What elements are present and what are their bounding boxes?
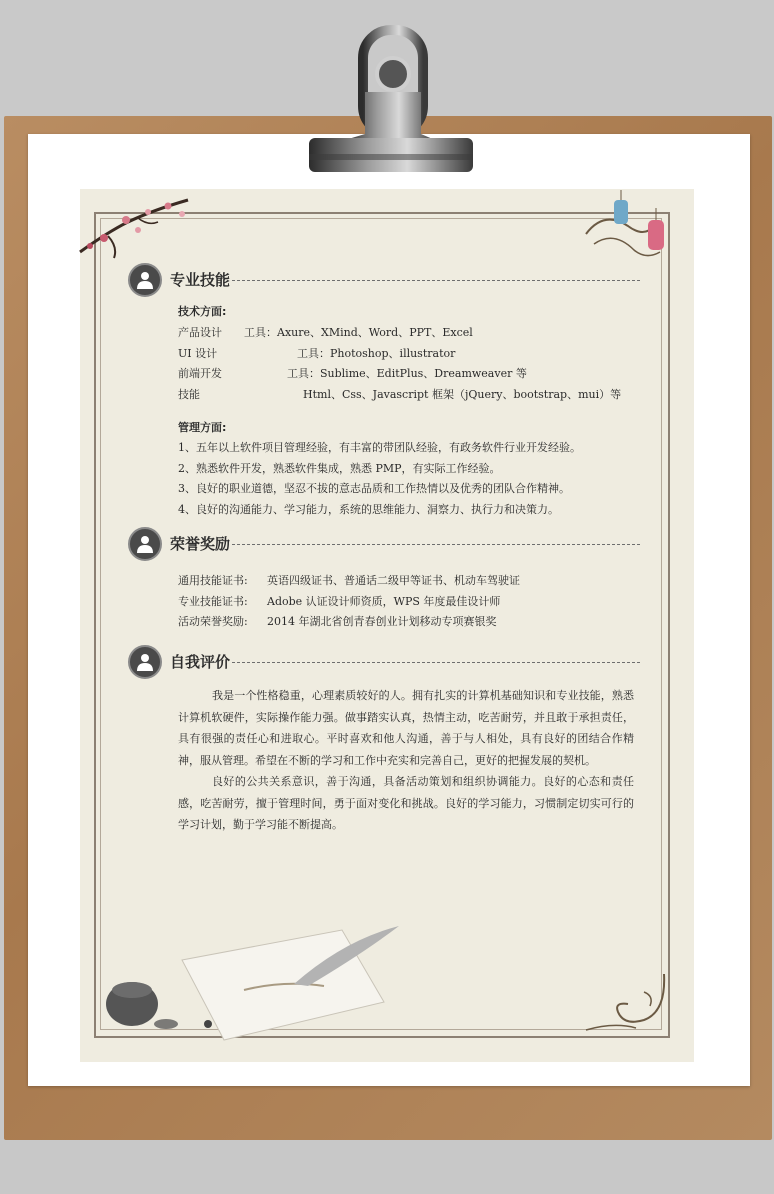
mgmt-item: 1、五年以上软件项目管理经验，有丰富的带团队经验，有政务软件行业开发经验。 — [178, 441, 581, 454]
honor-value: 2014 年湖北省创青春创业计划移动专项赛银奖 — [267, 615, 497, 628]
honor-value: Adobe 认证设计师资质，WPS 年度最佳设计师 — [267, 595, 501, 608]
tech-row-value: 工具：Axure、XMind、Word、PPT、Excel — [244, 326, 473, 339]
self-eval-paragraph: 良好的公共关系意识，善于沟通，具备活动策划和组织协调能力。良好的心态和责任感，吃苦耐劳，擅于管理时间，勇于面对变化和挑战。良好的学习能力，习惯制定切实可行的学习计划，勤于学习能不断提高。 — [178, 775, 634, 831]
person-icon — [128, 263, 162, 297]
tech-row-value: 工具：Sublime、EditPlus、Dreamweaver 等 — [287, 367, 527, 380]
tech-row-value: 工具：Photoshop、illustrator — [297, 347, 456, 360]
mgmt-item: 4、良好的沟通能力、学习能力，系统的思维能力、洞察力、执行力和决策力。 — [178, 503, 559, 516]
section-header-skills — [128, 263, 640, 297]
honor-label: 活动荣誉奖励: — [178, 615, 248, 628]
ink-and-quill-decoration — [94, 920, 404, 1050]
tech-row-value: Html、Css、Javascript 框架（jQuery、bootstrap、mui）等 — [303, 388, 622, 401]
mgmt-item: 3、良好的职业道德，坚忍不拔的意志品质和工作热情以及优秀的团队合作精神。 — [178, 482, 570, 495]
tech-row-label: 技能 — [178, 388, 200, 401]
corner-scroll-decoration — [584, 972, 668, 1034]
plum-blossom-decoration — [78, 192, 208, 262]
section-title: 专业技能 — [170, 271, 231, 289]
binder-clip-icon — [305, 22, 475, 178]
section-header-self-eval — [128, 645, 640, 679]
honor-value: 英语四级证书、普通话二级甲等证书、机动车驾驶证 — [267, 574, 520, 587]
tech-row-label: UI 设计 — [178, 347, 218, 360]
tech-row-label: 前端开发 — [178, 367, 222, 380]
section-header-honors — [128, 527, 640, 561]
self-eval-paragraph: 我是一个性格稳重，心理素质较好的人。拥有扎实的计算机基础知识和专业技能，熟悉计算机软硬件，实际操作能力强。做事踏实认真，热情主动，吃苦耐劳，并且敢于承担责任，具有很强的责任心和进取心。平时喜欢和他人沟通，善于与人相处，具有良好的团结合作精神，服从管理。希望在不断的学习和工作中充实和完善自己，更好的把握发展的契机。 — [178, 689, 634, 767]
section-title: 自我评价 — [170, 653, 231, 671]
tech-heading: 技术方面: — [178, 305, 227, 318]
dotted-divider — [232, 280, 640, 281]
person-icon — [128, 527, 162, 561]
dotted-divider — [232, 662, 640, 663]
honor-label: 通用技能证书: — [178, 574, 248, 587]
honor-label: 专业技能证书: — [178, 595, 248, 608]
person-icon — [128, 645, 162, 679]
mgmt-item: 2、熟悉软件开发，熟悉软件集成，熟悉 PMP，有实际工作经验。 — [178, 462, 501, 475]
dotted-divider — [232, 544, 640, 545]
lantern-decoration — [584, 190, 674, 270]
tech-row-label: 产品设计 — [178, 326, 222, 339]
mgmt-heading: 管理方面: — [178, 421, 227, 434]
section-title: 荣誉奖励 — [170, 535, 231, 553]
